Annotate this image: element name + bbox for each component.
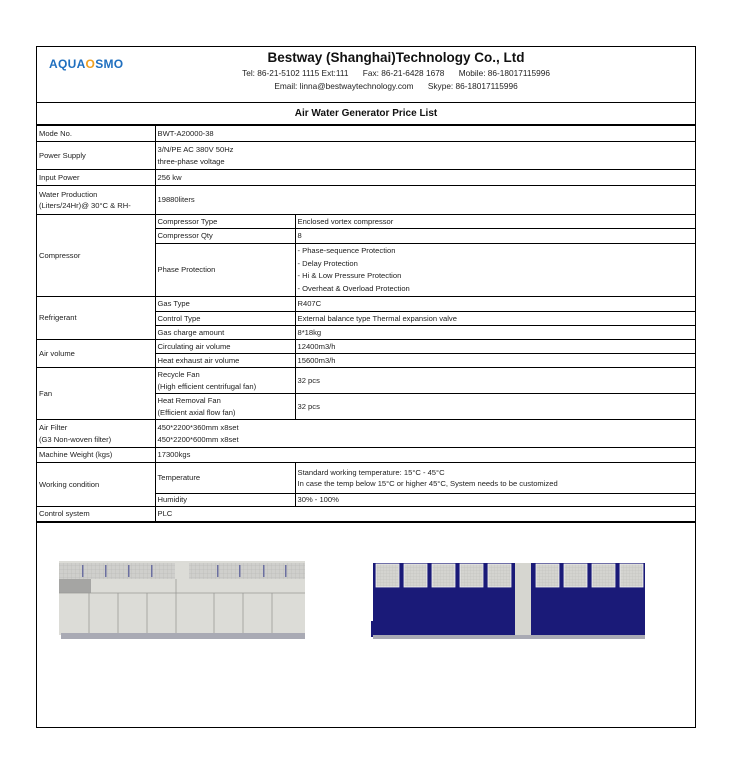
row-value: - Phase-sequence Protection - Delay Protection - Hi & Low Pressure Protection - Overheat & Overload Protection xyxy=(295,244,695,297)
row-label: Phase Protection xyxy=(155,244,295,297)
group-label: Fan xyxy=(37,368,155,420)
row-value: Standard working temperature: 15°C - 45°C In case the temp below 15°C or higher 45°C, System needs to be customized xyxy=(295,463,695,494)
skype: Skype: 86-18017115996 xyxy=(427,81,518,91)
mobile: Mobile: 86-18017115996 xyxy=(458,68,550,78)
table-row xyxy=(37,297,695,312)
row-value: 12400m3/h xyxy=(295,340,695,354)
row-value: 19880liters xyxy=(155,186,695,215)
row-label: Machine Weight (kgs) xyxy=(37,448,155,463)
contact-line-1 xyxy=(37,68,695,78)
row-label: Water Production (Liters/24Hr)@ 30°C & RH- xyxy=(37,186,155,215)
group-label: Working condition xyxy=(37,463,155,507)
email: Email: linna@bestwaytechnology.com xyxy=(274,81,414,91)
document-title: Air Water Generator Price List xyxy=(37,103,695,125)
row-value: BWT-A20000-38 xyxy=(155,126,695,142)
table-row xyxy=(37,507,695,522)
blue-unit-drawing xyxy=(371,561,647,639)
row-value: 32 pcs xyxy=(295,394,695,420)
row-value: R407C xyxy=(295,297,695,312)
grey-unit-drawing xyxy=(59,561,305,639)
table-row xyxy=(37,126,695,142)
row-value: External balance type Thermal expansion valve xyxy=(295,312,695,326)
row-label: Air Filter (G3 Non-woven filter) xyxy=(37,420,155,448)
row-value: 30% - 100% xyxy=(295,494,695,507)
table-row xyxy=(37,186,695,215)
blue-unit-image xyxy=(371,561,647,639)
table-row xyxy=(37,368,695,394)
spec-table xyxy=(37,125,695,522)
row-label: Compressor Type xyxy=(155,215,295,229)
row-label: Gas charge amount xyxy=(155,326,295,340)
table-row xyxy=(37,170,695,186)
row-label: Heat Removal Fan (Efficient axial flow fan) xyxy=(155,394,295,420)
fax: Fax: 86-21-6428 1678 xyxy=(362,68,445,78)
row-label: Compressor Qty xyxy=(155,229,295,244)
grey-unit-image xyxy=(59,561,305,639)
aquaosmo-logo: AQUAOSMO xyxy=(49,57,124,71)
row-value: 256 kw xyxy=(155,170,695,186)
group-label: Refrigerant xyxy=(37,297,155,340)
row-label: Circulating air volume xyxy=(155,340,295,354)
table-row xyxy=(37,340,695,354)
tel: Tel: 86-21-5102 1115 Ext:111 xyxy=(242,68,349,78)
row-label: Gas Type xyxy=(155,297,295,312)
row-value: 3/N/PE AC 380V 50Hz three-phase voltage xyxy=(155,142,695,170)
row-label: Recycle Fan (High efficient centrifugal fan) xyxy=(155,368,295,394)
row-label: Heat exhaust air volume xyxy=(155,354,295,368)
price-list-sheet xyxy=(36,46,696,728)
row-label: Power Supply xyxy=(37,142,155,170)
company-header xyxy=(37,47,695,103)
row-value: 450*2200*360mm x8set 450*2200*600mm x8set xyxy=(155,420,695,448)
table-row xyxy=(37,448,695,463)
table-row xyxy=(37,463,695,494)
row-label: Mode No. xyxy=(37,126,155,142)
row-label: Input Power xyxy=(37,170,155,186)
row-value: PLC xyxy=(155,507,695,522)
row-value: 15600m3/h xyxy=(295,354,695,368)
table-row xyxy=(37,420,695,448)
group-label: Compressor xyxy=(37,215,155,297)
row-value: 8 xyxy=(295,229,695,244)
table-row xyxy=(37,142,695,170)
row-label: Control Type xyxy=(155,312,295,326)
row-value: 32 pcs xyxy=(295,368,695,394)
group-label: Air volume xyxy=(37,340,155,368)
table-row xyxy=(37,215,695,229)
product-images xyxy=(37,522,695,729)
row-label: Temperature xyxy=(155,463,295,494)
row-label: Control system xyxy=(37,507,155,522)
company-name: Bestway (Shanghai)Technology Co., Ltd xyxy=(267,50,525,65)
row-label: Humidity xyxy=(155,494,295,507)
row-value: 17300kgs xyxy=(155,448,695,463)
row-value: Enclosed vortex compressor xyxy=(295,215,695,229)
row-value: 8*18kg xyxy=(295,326,695,340)
contact-line-2 xyxy=(37,81,695,91)
